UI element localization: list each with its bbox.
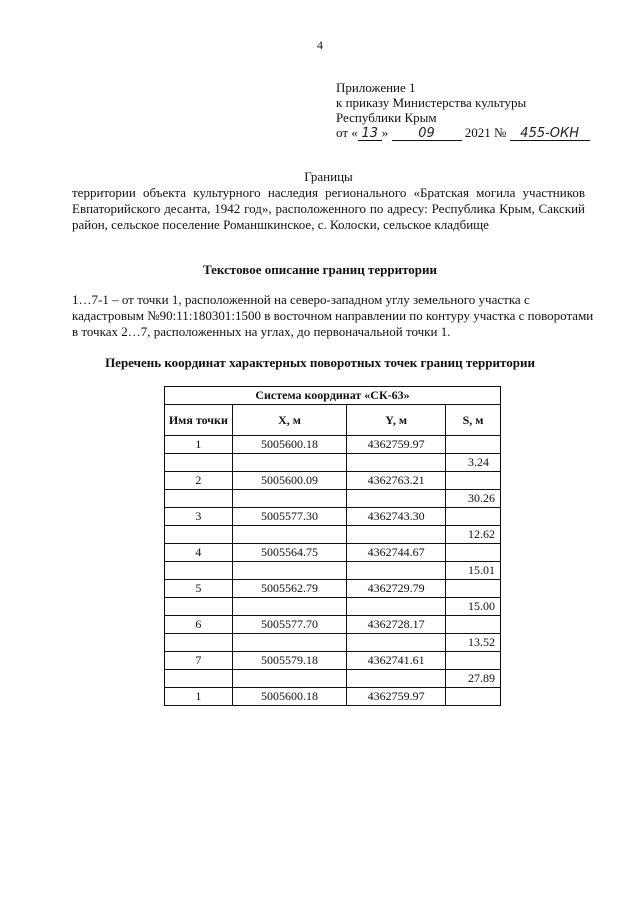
point-y: 4362759.97 — [347, 436, 446, 454]
table-row-distance — [165, 490, 501, 508]
table-row-distance — [165, 634, 501, 652]
order-number: 455-ОКН — [510, 126, 590, 141]
table-row-point — [165, 580, 501, 598]
point-name: 4 — [165, 544, 233, 562]
table-row-point — [165, 508, 501, 526]
point-y: 4362741.61 — [347, 652, 446, 670]
segment-distance: 15.01 — [446, 562, 501, 580]
point-x: 5005564.75 — [232, 544, 347, 562]
appendix-title: Приложение 1 — [336, 80, 416, 95]
table-row-distance — [165, 562, 501, 580]
page-number: 4 — [317, 38, 323, 52]
header-y: Y, м — [347, 405, 446, 436]
point-y: 4362759.97 — [347, 688, 446, 706]
coordinates-table — [164, 386, 501, 706]
appendix-date-line — [336, 125, 590, 141]
segment-distance: 13.52 — [446, 634, 501, 652]
table-row-distance — [165, 598, 501, 616]
date-month: 09 — [392, 126, 462, 141]
table-row-point — [165, 688, 501, 706]
segment-distance: 27.89 — [446, 670, 501, 688]
point-x: 5005562.79 — [232, 580, 347, 598]
date-prefix: от « — [336, 125, 358, 140]
coordinates-list-title: Перечень координат характерных поворотных точек границ территории — [105, 355, 535, 370]
point-name: 1 — [165, 436, 233, 454]
header-s: S, м — [446, 405, 501, 436]
appendix-order: к приказу Министерства культуры — [336, 95, 527, 110]
header-point-name: Имя точки — [165, 405, 233, 436]
title-heading: Границы — [304, 169, 353, 184]
point-name: 6 — [165, 616, 233, 634]
point-y: 4362728.17 — [347, 616, 446, 634]
point-name: 5 — [165, 580, 233, 598]
segment-distance: 30.26 — [446, 490, 501, 508]
table-row-point — [165, 616, 501, 634]
table-row-distance — [165, 454, 501, 472]
appendix-block — [336, 80, 590, 141]
point-y: 4362743.30 — [347, 508, 446, 526]
point-x: 5005577.70 — [232, 616, 347, 634]
header-x: X, м — [232, 405, 347, 436]
date-day: 13 — [358, 126, 382, 141]
point-name: 3 — [165, 508, 233, 526]
text-description-heading: Текстовое описание границ территории — [202, 262, 438, 277]
point-y: 4362729.79 — [347, 580, 446, 598]
boundary-description: 1…7-1 – от точки 1, расположенной на северо-западном углу земельного участка с кадастровым №90:11:180301:1500 в восточном направлении по контуру участка с поворотами в точках 2…7, расположенных на углах, до первоначальной точки 1. — [72, 292, 594, 339]
point-x: 5005577.30 — [232, 508, 347, 526]
coordinate-system-header: Система координат «СК-63» — [165, 387, 501, 405]
point-y: 4362763.21 — [347, 472, 446, 490]
table-row-distance — [165, 526, 501, 544]
point-x: 5005600.18 — [232, 688, 347, 706]
point-x: 5005579.18 — [232, 652, 347, 670]
table-row-distance — [165, 670, 501, 688]
point-x: 5005600.18 — [232, 436, 347, 454]
table-row-point — [165, 652, 501, 670]
point-name: 2 — [165, 472, 233, 490]
segment-distance: 3.24 — [446, 454, 501, 472]
date-mid: » — [381, 125, 389, 140]
table-row-point — [165, 436, 501, 454]
segment-distance: 12.62 — [446, 526, 501, 544]
appendix-republic: Республики Крым — [336, 110, 437, 125]
point-name: 1 — [165, 688, 233, 706]
title-body: территории объекта культурного наследия регионального «Братская могила участников Евпаторийского десанта, 1942 год», расположенного по адресу: Республика Крым, Сакский район, сельское поселение Романшкинское, с. Колоски, сельское кладбище — [72, 185, 585, 232]
point-name: 7 — [165, 652, 233, 670]
point-x: 5005600.09 — [232, 472, 347, 490]
point-y: 4362744.67 — [347, 544, 446, 562]
segment-distance: 15.00 — [446, 598, 501, 616]
date-year: 2021 № — [464, 125, 507, 140]
title-block — [72, 169, 585, 233]
table-row-point — [165, 472, 501, 490]
table-row-point — [165, 544, 501, 562]
